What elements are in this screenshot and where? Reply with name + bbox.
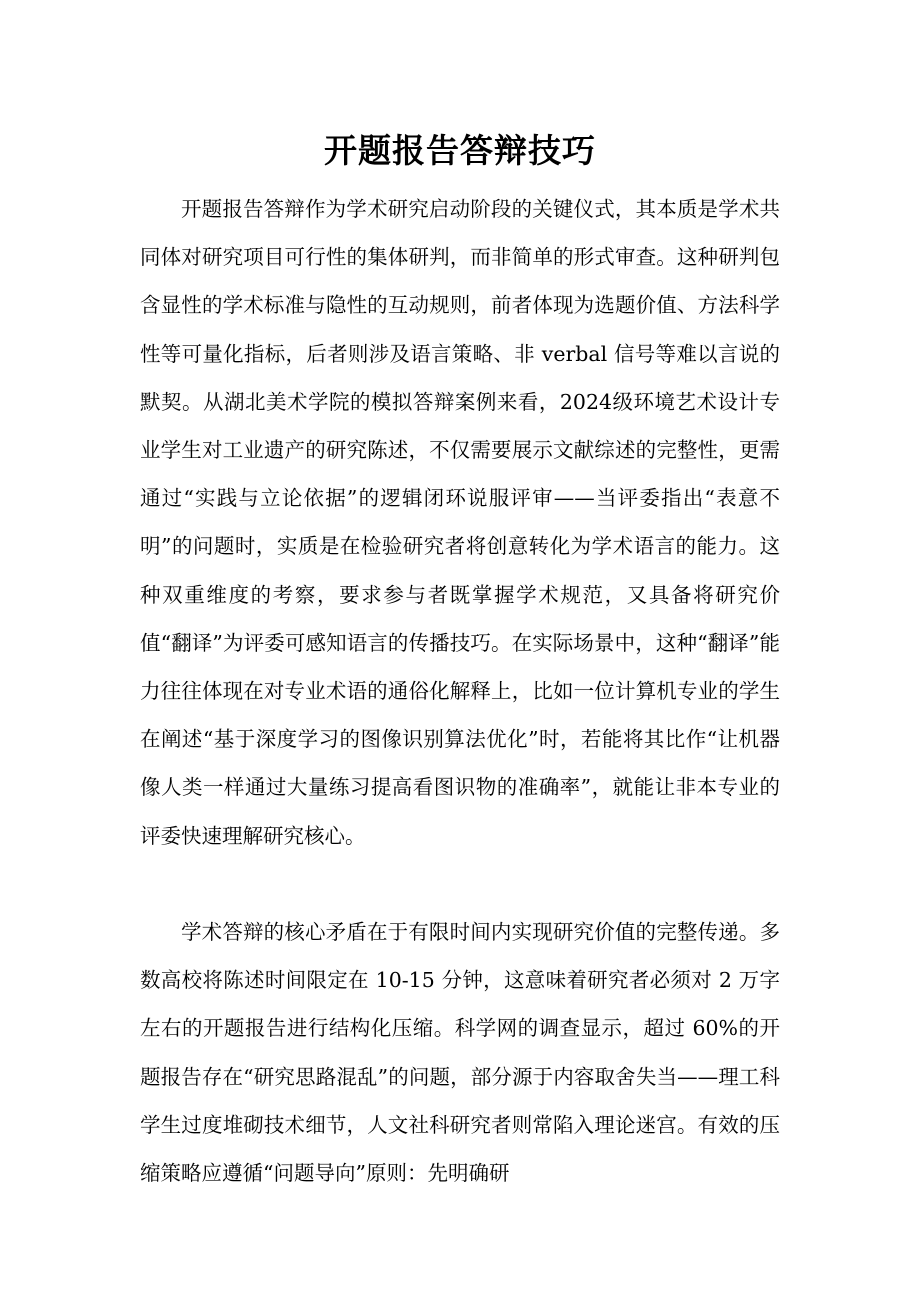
paragraph-2: 学术答辩的核心矛盾在于有限时间内实现研究价值的完整传递。多数高校将陈述时间限定在 10-15 分钟，这意味着研究者必须对 2 万字左右的开题报告进行结构化压缩。科学网的调查显示，超过 60%的开题报告存在“研究思路混乱”的问题，部分源于内容取舍失当——理工科学生过度堆砌技术细节，人文社科研究者则常陷入理论迷宫。有效的压缩策略应遵循“问题导向”原则：先明确研 (140, 920, 780, 1186)
document-title: 开题报告答辩技巧 (324, 131, 596, 170)
paragraph-1: 开题报告答辩作为学术研究启动阶段的关键仪式，其本质是学术共同体对研究项目可行性的集体研判，而非简单的形式审查。这种研判包含显性的学术标准与隐性的互动规则，前者体现为选题价值、方法科学性等可量化指标，后者则涉及语言策略、非 verbal 信号等难以言说的默契。从湖北美术学院的模拟答辩案例来看，2024级环境艺术设计专业学生对工业遗产的研究陈述，不仅需要展示文献综述的完整性，更需通过“实践与立论依据”的逻辑闭环说服评审——当评委指出“表意不明”的问题时，实质是在检验研究者将创意转化为学术语言的能力。这种双重维度的考察，要求参与者既掌握学术规范，又具备将研究价值“翻译”为评委可感知语言的传播技巧。在实际场景中，这种“翻译”能力往往体现在对专业术语的通俗化解释上，比如一位计算机专业的学生在阐述“基于深度学习的图像识别算法优化”时，若能将其比作“让机器像人类一样通过大量练习提高看图识物的准确率”，就能让非本专业的评委快速理解研究核心。 (140, 197, 780, 848)
